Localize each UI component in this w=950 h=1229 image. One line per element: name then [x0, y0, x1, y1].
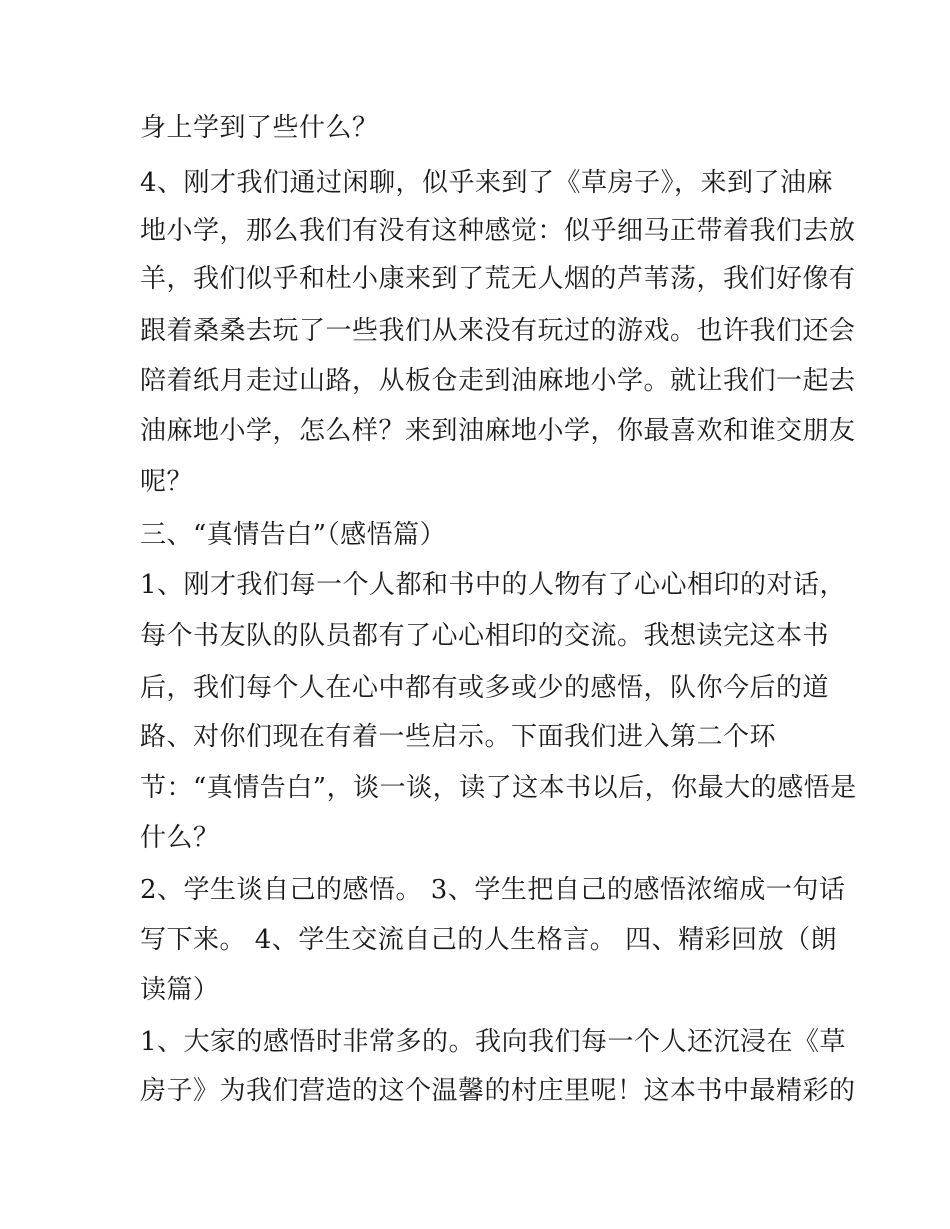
text-line: 跟着桑桑去玩了一些我们从来没有玩过的游戏。也许我们还会: [140, 316, 856, 346]
section-heading: 三、“真情告白”（感悟篇）: [140, 520, 447, 550]
text-line: 地小学，那么我们有没有这种感觉：似乎细马正带着我们去放: [140, 216, 856, 246]
text-line: 写下来。 4、学生交流自己的人生格言。 四、精彩回放（朗: [140, 925, 838, 955]
text-line: 1、大家的感悟时非常多的。我向我们每一个人还沉浸在《草: [140, 1027, 847, 1057]
text-line: 羊，我们似乎和杜小康来到了荒无人烟的芦苇荡，我们好像有: [140, 264, 856, 294]
text-line: 身上学到了些什么？: [140, 113, 379, 143]
text-line: 2、学生谈自己的感悟。 3、学生把自己的感悟浓缩成一句话: [140, 875, 846, 905]
text-line: 路、对你们现在有着一些启示。下面我们进入第二个环: [140, 722, 777, 752]
text-line: 呢？: [140, 467, 194, 497]
text-line: 后，我们每个人在心中都有或多或少的感悟，队你今后的道: [140, 673, 830, 703]
text-line: 什么？: [140, 823, 220, 853]
text-line: 房子》为我们营造的这个温馨的村庄里呢！这本书中最精彩的: [140, 1076, 856, 1106]
text-line: 节：“真情告白”，谈一谈，读了这本书以后，你最大的感悟是: [140, 773, 857, 803]
text-line: 1、刚才我们每一个人都和书中的人物有了心心相印的对话，: [140, 570, 847, 600]
text-line: 每个书友队的队员都有了心心相印的交流。我想读完这本书: [140, 621, 830, 651]
text-line: 油麻地小学，怎么样？来到油麻地小学，你最喜欢和谁交朋友: [140, 416, 856, 446]
text-line: 4、刚才我们通过闲聊，似乎来到了《草房子》，来到了油麻: [140, 168, 834, 198]
text-line: 读篇）: [140, 975, 220, 1005]
text-line: 陪着纸月走过山路，从板仓走到油麻地小学。就让我们一起去: [140, 366, 856, 396]
